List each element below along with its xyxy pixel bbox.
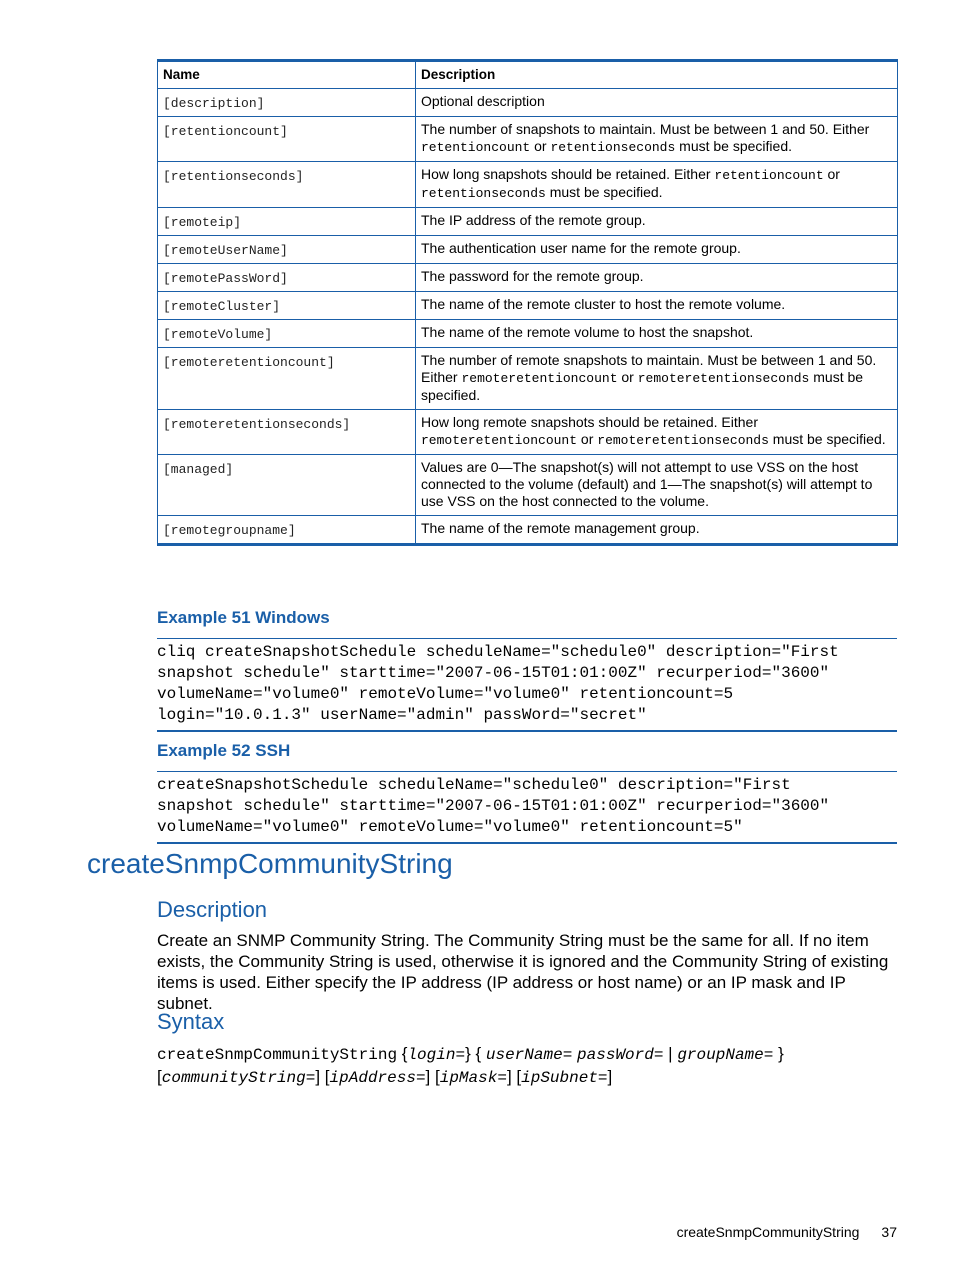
description-text-segment: The authentication user name for the remote group. [421,240,741,256]
parameter-reference: retentioncount [714,168,824,183]
description-text-segment: or [577,431,598,447]
parameter-reference: remoteretentioncount [421,433,578,448]
parameter-name: [managed] [158,455,416,516]
syntax-username: userName= [485,1046,573,1064]
parameter-reference: retentionseconds [550,140,676,155]
table-row [158,117,898,162]
syntax-password: passWord= [577,1046,664,1064]
table-row [158,236,898,264]
table-body [158,89,898,545]
parameter-description [416,348,898,410]
description-text-segment: The number of remote snapshots to maintain. Must be between 1 and 50. Either [421,352,877,385]
parameter-name: [remoteUserName] [158,236,416,264]
description-text-segment: must be specified. [545,184,663,200]
description-text-segment: The IP address of the remote group. [421,212,646,228]
table-row [158,320,898,348]
parameter-name: [remoteVolume] [158,320,416,348]
syntax-groupname: groupName= [677,1046,774,1064]
table-row [158,264,898,292]
table-row [158,208,898,236]
description-text-segment: must be specified. [421,369,864,403]
parameter-reference: retentioncount [421,140,531,155]
footer-title: createSnmpCommunityString [676,1224,860,1240]
example-51-code: cliq createSnapshotSchedule scheduleName="schedule0" description="First snapshot schedule" starttime="2007-06-15T01:01:00Z" recurperiod="3600" volumeName="volume0" remoteVolume="volume0" retentioncount=5 login="10.0.1.3" userName="admin" passWord="secret" [157,638,897,732]
example-51-title: Example 51 Windows [157,608,330,627]
parameter-reference: retentionseconds [421,186,546,201]
description-text-segment: Values are 0—The snapshot(s) will not attempt to use VSS on the host connected to the volume (default) and 1—The snapshot(s) will attempt to use VSS on the host connected to the volume. [421,459,873,509]
parameter-name: [remotePassWord] [158,264,416,292]
section-title: createSnmpCommunityString [87,848,453,879]
parameter-reference: remoteretentioncount [461,371,618,386]
parameter-name: [remoteretentionseconds] [158,410,416,455]
parameter-description [416,89,898,117]
parameter-description [416,292,898,320]
description-heading: Description [157,897,268,922]
parameter-description [416,516,898,545]
syntax-heading: Syntax [157,1009,225,1034]
table-row [158,455,898,516]
description-text-segment: or [617,369,638,385]
description-text-segment: Optional description [421,93,545,109]
example-52-title: Example 52 SSH [157,741,291,760]
page-footer [677,1224,897,1240]
description-text-segment: must be specified. [768,431,886,447]
description-text-segment: The name of the remote management group. [421,520,700,536]
description-text-segment: The password for the remote group. [421,268,644,284]
table-row [158,89,898,117]
description-text-segment: The name of the remote volume to host the snapshot. [421,324,754,340]
parameter-description [416,208,898,236]
table-row [158,348,898,410]
description-text-segment: How long snapshots should be retained. Either [421,166,715,182]
table-row [158,292,898,320]
parameter-table [157,59,898,546]
parameter-name: [description] [158,89,416,117]
parameter-description [416,320,898,348]
syntax-ipaddress: ipAddress= [329,1069,426,1087]
parameter-name: [remoteip] [158,208,416,236]
description-text-segment: How long remote snapshots should be retained. Either [421,414,758,430]
syntax-login: login= [407,1046,466,1064]
description-text-segment: or [530,138,551,154]
parameter-name: [remoteretentioncount] [158,348,416,410]
parameter-reference: remoteretentionseconds [637,371,810,386]
description-text-segment: The number of snapshots to maintain. Must be between 1 and 50. Either [421,121,870,137]
description-text-segment: or [823,166,840,182]
parameter-description [416,264,898,292]
table-row [158,410,898,455]
column-header-name: Name [158,61,416,89]
parameter-name: [retentionseconds] [158,162,416,208]
parameter-name: [remotegroupname] [158,516,416,545]
syntax-ipsubnet: ipSubnet= [521,1069,608,1087]
syntax-command: createSnmpCommunityString [157,1046,398,1064]
example-52-code: createSnapshotSchedule scheduleName="schedule0" description="First snapshot schedule" starttime="2007-06-15T01:01:00Z" recurperiod="3600" volumeName="volume0" remoteVolume="volume0" retentioncount=5" [157,771,897,844]
parameter-reference: remoteretentionseconds [597,433,769,448]
syntax-line: createSnmpCommunityString {login=} { userName= passWord= | groupName= } [communityString=] [ipAddress=] [ipMask=] [ipSubnet=] [157,1044,784,1087]
table-row [158,516,898,545]
description-text-segment: The name of the remote cluster to host the remote volume. [421,296,786,312]
description-text: Create an SNMP Community String. The Community String must be the same for all. If no item exists, the Community String is used, otherwise it is ignored and the Community String of existing items is used. Either specify the IP address (IP address or host name) or an IP mask and IP subnet. [157,931,889,1013]
parameter-description [416,455,898,516]
table-header-row [158,61,898,89]
parameter-description [416,162,898,208]
syntax-communitystring: communityString= [161,1069,316,1087]
syntax-ipmask: ipMask= [439,1069,507,1087]
page-number: 37 [881,1224,897,1240]
parameter-description [416,236,898,264]
table-row [158,162,898,208]
parameter-description [416,117,898,162]
column-header-description: Description [416,61,898,89]
parameter-description [416,410,898,455]
description-text-segment: must be specified. [675,138,793,154]
parameter-name: [remoteCluster] [158,292,416,320]
parameter-name: [retentioncount] [158,117,416,162]
